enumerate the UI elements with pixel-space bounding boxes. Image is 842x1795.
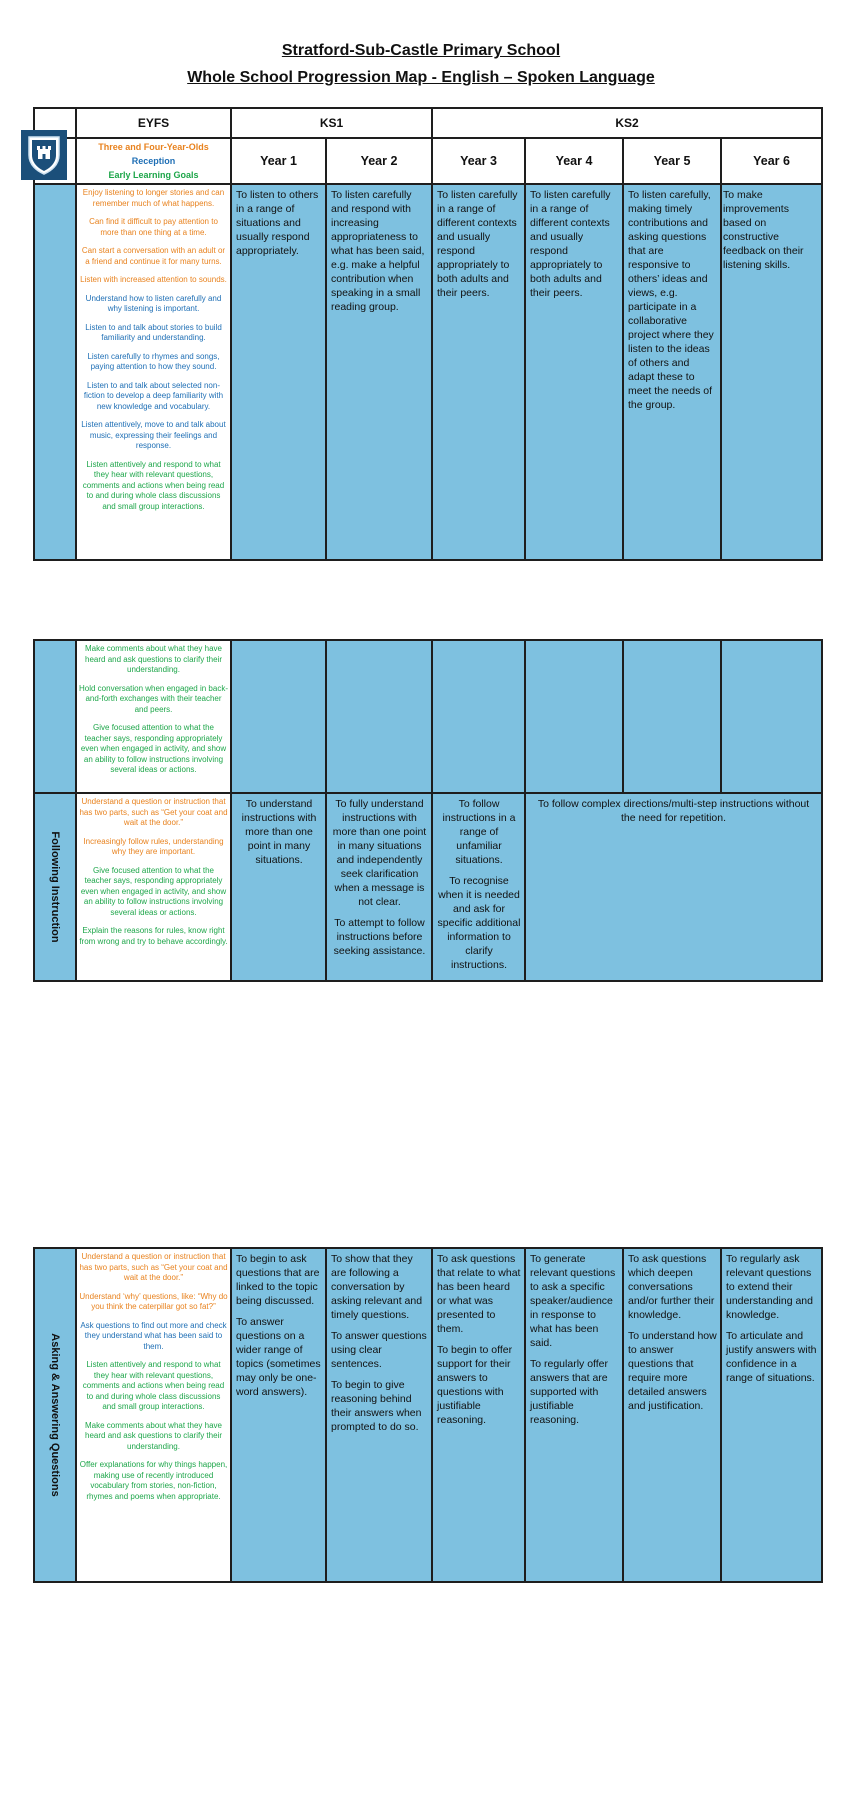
listening-year-5 — [623, 184, 721, 560]
ks1-header: KS1 — [231, 108, 432, 138]
year-statement: To follow instructions in a range of unfamiliar situations. — [442, 798, 516, 866]
eyfs-sub-elg: Early Learning Goals — [108, 170, 199, 180]
year-statement: To fully understand instructions with more than one point in many situations and independently seek clarification when a message is not clear. — [332, 798, 427, 908]
year-statement: To generate relevant questions to ask a specific speaker/audience in response to what has been said. — [530, 1253, 616, 1349]
year-statement: To attempt to follow instructions before seeking assistance. — [333, 917, 426, 957]
asking-year-1 — [231, 1248, 326, 1582]
year-statement: To listen carefully and respond with increasing appropriateness to what has been said, e.g. make a helpful contribution when speaking in a small reading group. — [331, 189, 425, 313]
asking-year-2 — [326, 1248, 432, 1582]
year-statement: To listen carefully in a range of different contexts and usually respond appropriately to both adults and their peers. — [437, 189, 518, 299]
eyfs-statement: Increasingly follow rules, understanding why they are important. — [83, 836, 224, 856]
year-statement: To articulate and justify answers with confidence in a range of situations. — [726, 1330, 817, 1384]
listening-cont-year-6 — [721, 640, 822, 793]
eyfs-statement: Give focused attention to what the teacher says, responding appropriately even when engaged in activity, and show an ability to follow instructions involving several ideas or actions. — [80, 865, 227, 917]
ks2-header: KS2 — [432, 108, 822, 138]
year-statement: To regularly ask relevant questions to extend their understanding and knowledge. — [726, 1253, 813, 1321]
year-statement: To recognise when it is needed and ask for specific additional information to clarify instructions. — [437, 875, 521, 971]
year-statement: To ask questions that relate to what has been heard or what was presented to them. — [437, 1253, 521, 1335]
following-years-4-6 — [525, 793, 822, 981]
eyfs-sub-reception: Reception — [131, 156, 176, 166]
eyfs-header: EYFS — [76, 108, 231, 138]
listening-year-4 — [525, 184, 623, 560]
year-statement: To understand how to answer questions that require more detailed answers and justification. — [628, 1330, 717, 1412]
year-statement: To answer questions using clear sentences. — [331, 1330, 427, 1370]
eyfs-statement: Listen attentively and respond to what they hear with relevant questions, comments and actions when being read to and during whole class discussions and small group interactions. — [82, 1360, 225, 1411]
listening-cont-year-3 — [432, 640, 525, 793]
asking-year-3 — [432, 1248, 525, 1582]
asking-year-6 — [721, 1248, 822, 1582]
eyfs-statement: Explain the reasons for rules, know right from wrong and try to behave accordingly. — [79, 926, 228, 946]
eyfs-statement: Ask questions to find out more and check they understand what has been said to them. — [80, 1320, 227, 1351]
listening-cont-year-1 — [231, 640, 326, 793]
year-statement: To show that they are following a conversation by asking relevant and timely questions. — [331, 1253, 423, 1321]
eyfs-statement: Listen to and talk about stories to build familiarity and understanding. — [85, 322, 222, 342]
eyfs-statement: Listen to and talk about selected non-fiction to develop a deep familiarity with new knowledge and vocabulary. — [83, 380, 224, 411]
eyfs-sub-three-four: Three and Four-Year-Olds — [98, 142, 209, 152]
eyfs-statement: Listen attentively and respond to what they hear with relevant questions, comments and actions when being read to and during whole class discussions and small group interactions. — [82, 459, 225, 511]
listening-year-6 — [721, 184, 822, 560]
listening-eyfs-cell — [76, 184, 231, 560]
eyfs-statement: Listen carefully to rhymes and songs, paying attention to how they sound. — [87, 351, 220, 371]
eyfs-statement: Hold conversation when engaged in back-and-forth exchanges with their teacher and peers. — [79, 683, 228, 714]
year-statement: To begin to give reasoning behind their answers when prompted to do so. — [331, 1379, 422, 1433]
eyfs-statement: Listen attentively, move to and talk about music, expressing their feelings and response. — [81, 420, 226, 450]
year-4-header: Year 4 — [525, 138, 623, 184]
year-statement: To answer questions on a wider range of topics (sometimes may only be one-word answers). — [236, 1316, 321, 1398]
year-statement: To regularly offer answers that are supported with justifiable reasoning. — [530, 1358, 609, 1426]
eyfs-statement: Understand how to listen carefully and why listening is important. — [85, 293, 222, 313]
asking-year-5 — [623, 1248, 721, 1582]
year-5-header: Year 5 — [623, 138, 721, 184]
eyfs-statement: Can find it difficult to pay attention to more than one thing at a time. — [89, 217, 218, 237]
eyfs-statement: Give focused attention to what the teacher says, responding appropriately even when engaged in activity, and show an ability to follow instructions involving several ideas or actions. — [80, 723, 227, 774]
listening-cont-label-cell — [34, 640, 76, 793]
year-statement: To begin to offer support for their answers to questions with justifiable reasoning. — [437, 1344, 513, 1426]
asking-answering-label: Asking & Answering Questions — [34, 1248, 76, 1582]
following-eyfs-cell — [76, 793, 231, 981]
eyfs-statement: Make comments about what they have heard and ask questions to clarify their understanding. — [85, 1420, 222, 1451]
eyfs-statement: Enjoy listening to longer stories and can remember much of what happens. — [82, 188, 225, 208]
year-statement: To listen carefully in a range of different contexts and usually respond appropriately to both adults and their peers. — [530, 189, 611, 299]
progression-table-listening — [33, 107, 823, 561]
following-year-2 — [326, 793, 432, 981]
listening-year-3 — [432, 184, 525, 560]
asking-year-4 — [525, 1248, 623, 1582]
listening-cont-year-2 — [326, 640, 432, 793]
year-statement: To ask questions which deepen conversations and/or further their knowledge. — [628, 1253, 715, 1321]
listening-year-1 — [231, 184, 326, 560]
following-year-3 — [432, 793, 525, 981]
school-shield-icon — [21, 130, 67, 180]
listening-cont-year-4 — [525, 640, 623, 793]
year-3-header: Year 3 — [432, 138, 525, 184]
document-title: Whole School Progression Map - English – Spoken Language — [187, 69, 655, 86]
progression-table-asking — [33, 1247, 823, 1583]
progression-table-following — [33, 639, 823, 982]
eyfs-statement: Listen with increased attention to sounds. — [80, 275, 227, 284]
year-statement: To follow complex directions/multi-step instructions without the need for repetition. — [537, 798, 810, 824]
year-6-header: Year 6 — [721, 138, 822, 184]
eyfs-statement: Offer explanations for why things happen, making use of recently introduced vocabulary from stories, non-fiction, rhymes and poems when appropriate. — [79, 1460, 228, 1501]
listening-label-cell — [34, 184, 76, 560]
eyfs-statement: Can start a conversation with an adult or a friend and continue it for many turns. — [81, 246, 226, 266]
year-1-header: Year 1 — [231, 138, 326, 184]
listening-year-2 — [326, 184, 432, 560]
following-instruction-label: Following Instruction — [34, 793, 76, 981]
year-statement: To listen to others in a range of situations and usually respond appropriately. — [236, 189, 319, 257]
year-statement: To begin to ask questions that are linked to the topic being discussed. — [236, 1253, 320, 1307]
eyfs-statement: Make comments about what they have heard and ask questions to clarify their understanding. — [85, 644, 222, 674]
school-name: Stratford-Sub-Castle Primary School — [281, 42, 561, 59]
listening-cont-eyfs-cell — [76, 640, 231, 793]
year-2-header: Year 2 — [326, 138, 432, 184]
eyfs-statement: Understand a question or instruction that has two parts, such as “Get your coat and wait at the door.” — [79, 1252, 228, 1282]
asking-eyfs-cell — [76, 1248, 231, 1582]
year-statement: To listen carefully, making timely contributions and asking questions that are responsive to others’ ideas and views, e.g. participate in a collaborative project where they listen to the ideas of others and adapt these to meet the needs of the group. — [628, 189, 714, 411]
year-statement: To make improvements based on constructive feedback on their listening skills. — [723, 189, 804, 271]
eyfs-subheader — [76, 138, 231, 184]
eyfs-statement: Understand a question or instruction that has two parts, such as “Get your coat and wait at the door.” — [79, 797, 228, 827]
following-year-1 — [231, 793, 326, 981]
listening-cont-year-5 — [623, 640, 721, 793]
year-statement: To understand instructions with more than one point in many situations. — [241, 798, 317, 866]
eyfs-statement: Understand ‘why’ questions, like: “Why do you think the caterpillar got so fat?” — [79, 1291, 228, 1311]
